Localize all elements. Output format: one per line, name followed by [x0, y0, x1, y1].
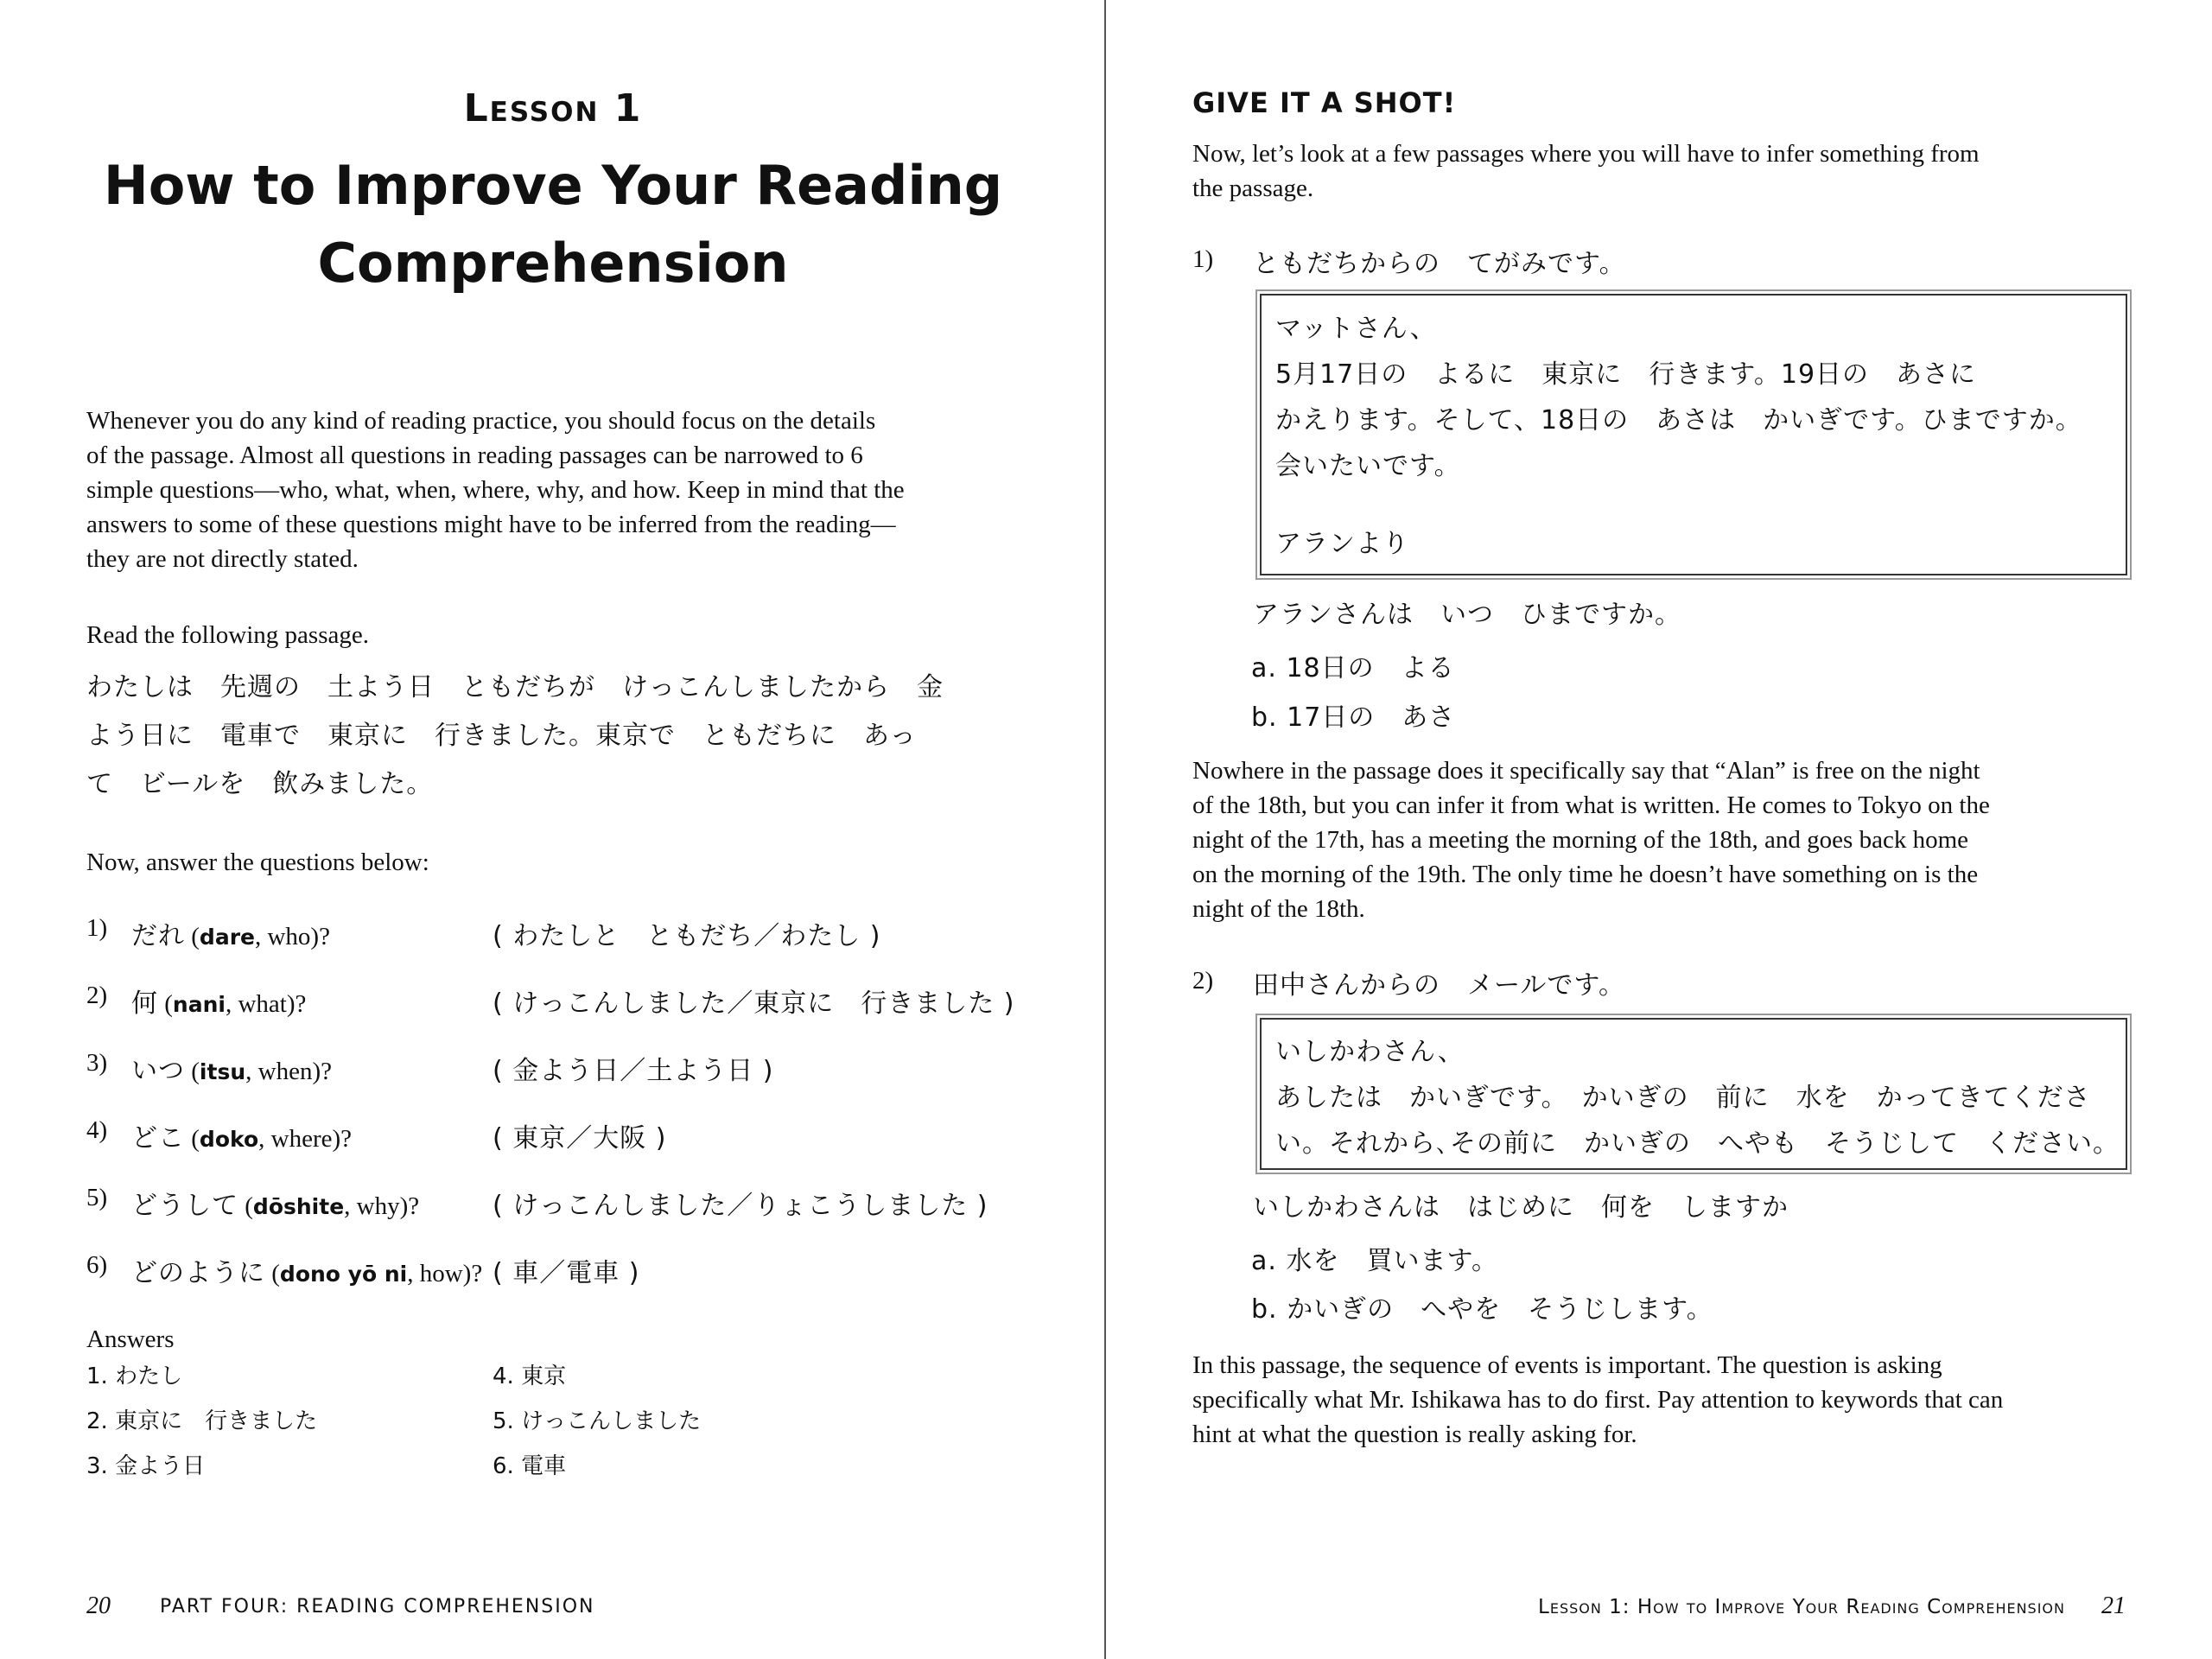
question-choices: ( けっこんしました／りょこうしました ): [493, 1191, 988, 1221]
intro-line: of the passage. Almost all questions in reading passages can be narrowed to 6: [86, 442, 863, 469]
question-choices: ( わたしと ともだち／わたし ): [493, 921, 881, 951]
question-romaji: itsu: [199, 1059, 246, 1084]
reading-passage: [86, 665, 944, 810]
intro-line: the passage.: [1192, 175, 1314, 202]
option-a: a. 水を 買います。: [1251, 1246, 1499, 1276]
question-title: 田中さんからの メールです。: [1253, 970, 1625, 1001]
question-romaji: dōshite: [252, 1194, 345, 1219]
explanation-line: of the 18th, but you can infer it from what is written. He comes to Tokyo on the: [1192, 791, 1990, 819]
explanation-line: night of the 18th.: [1192, 895, 1365, 923]
question-choices: ( 東京／大阪 ): [493, 1123, 667, 1154]
passage-line: よう日に 電車で 東京に 行きました。東京で ともだちに あっ: [86, 721, 917, 751]
question-number: 1): [86, 914, 108, 942]
question-number: 2): [1192, 967, 1214, 995]
passage-line: て ビールを 飲みました。: [86, 769, 434, 799]
question-en: , when)?: [245, 1058, 332, 1085]
question-jp: どのように: [131, 1258, 265, 1288]
section-heading: GIVE IT A SHOT!: [1192, 86, 1457, 119]
answers-column-1: [86, 1358, 317, 1493]
read-prompt: Read the following passage.: [86, 621, 369, 649]
intro-line: Now, let’s look at a few passages where you will have to infer something from: [1192, 140, 1980, 168]
question-romaji: doko: [199, 1127, 259, 1152]
intro-line: they are not directly stated.: [86, 545, 359, 573]
question-en: , where)?: [258, 1125, 352, 1153]
option-a: a. 18日の よる: [1251, 653, 1455, 683]
email-line: あしたは かいぎです。 かいぎの 前に 水を かってきてくださ: [1275, 1083, 2091, 1113]
passage-line: わたしは 先週の 土よう日 ともだちが けっこんしましたから 金: [86, 672, 944, 702]
answer-item: 4. 東京: [493, 1363, 567, 1389]
explanation-line: Nowhere in the passage does it specifically say that “Alan” is free on the night: [1192, 757, 1980, 785]
answers-heading: Answers: [86, 1325, 175, 1353]
question-romaji: nani: [172, 992, 226, 1017]
explanation-line: specifically what Mr. Ishikawa has to do first. Pay attention to keywords that can: [1192, 1386, 2004, 1414]
letter-line: かえります。そして、18日の あさは かいぎです。ひまですか。: [1275, 405, 2082, 435]
answer-item: 5. けっこんしました: [493, 1408, 702, 1434]
question-title: ともだちからの てがみです。: [1253, 249, 1626, 279]
question-en: , what)?: [225, 990, 307, 1018]
page-number-right: 21: [2101, 1592, 2126, 1619]
answer-item: 3. 金よう日: [86, 1453, 206, 1479]
email-line: いしかわさん、: [1275, 1037, 1465, 1067]
answer-item: 2. 東京に 行きました: [86, 1408, 318, 1434]
question-row: 1) だれ (dare, who)? ( わたしと ともだち／わたし ): [86, 914, 881, 951]
lesson-title-line2: Comprehension: [317, 232, 789, 295]
question-jp: どうして: [131, 1191, 238, 1221]
question-jp: いつ: [131, 1056, 185, 1086]
email-content: [1275, 1030, 2120, 1167]
running-footer-right: Lesson 1: How to Improve Your Reading Comprehension: [1538, 1596, 2065, 1618]
intro-line: simple questions—who, what, when, where, why, and how. Keep in mind that the: [86, 476, 905, 504]
question-romaji: dare: [199, 925, 255, 950]
answer-item: 1. わたし: [86, 1363, 183, 1389]
question-choices: ( 車／電車 ): [493, 1258, 640, 1288]
explanation-line: hint at what the question is really asking for.: [1192, 1421, 1637, 1448]
answers-column-2: [493, 1358, 701, 1493]
question-romaji: dono yō ni: [279, 1262, 408, 1287]
intro-line: Whenever you do any kind of reading practice, you should focus on the details: [86, 407, 876, 435]
question-choices: ( 金よう日／土よう日 ): [493, 1056, 774, 1086]
question-en: , why)?: [344, 1192, 420, 1220]
option-b: b. かいぎの へやを そうじします。: [1251, 1294, 1713, 1325]
letter-line: マットさん、: [1275, 314, 1437, 344]
page-number-left: 20: [86, 1592, 111, 1619]
question-en: , who)?: [254, 923, 330, 950]
answer-item: 6. 電車: [493, 1453, 567, 1479]
intro-line: answers to some of these questions might have to be inferred from the reading—: [86, 511, 896, 538]
question-row: 2) 何 (nani, what)? ( けっこんしました／東京に 行きました ): [86, 982, 1015, 1019]
question-number: 3): [86, 1049, 108, 1077]
explanation-line: In this passage, the sequence of events is important. The question is asking: [1192, 1351, 1942, 1379]
option-b: b. 17日の あさ: [1251, 702, 1456, 733]
question-jp: どこ: [131, 1123, 185, 1154]
question-text: アランさんは いつ ひまですか。: [1253, 600, 1681, 630]
question-number: 1): [1192, 245, 1214, 273]
lesson-title-line1: How to Improve Your Reading: [103, 154, 1003, 217]
section-intro: [1192, 137, 1980, 206]
question-row: 6) どのように (dono yō ni, how)? ( 車／電車 ): [86, 1251, 640, 1288]
right-page: [1106, 0, 2212, 1659]
letter-line: 5月17日の よるに 東京に 行きます。19日の あさに: [1275, 359, 1977, 390]
question-row: 3) いつ (itsu, when)? ( 金よう日／土よう日 ): [86, 1049, 774, 1086]
question-row: 5) どうして (dōshite, why)? ( けっこんしました／りょこうしました ): [86, 1184, 988, 1221]
question-number: 6): [86, 1251, 108, 1279]
letter-content: [1275, 307, 2082, 568]
intro-paragraph: [86, 404, 905, 576]
email-line: い。それから､その前に かいぎの へやも そうじして ください。: [1275, 1128, 2120, 1159]
question-number: 5): [86, 1184, 108, 1211]
answer-prompt: Now, answer the questions below:: [86, 849, 429, 876]
question-choices: ( けっこんしました／東京に 行きました ): [493, 988, 1015, 1019]
question-text: いしかわさんは はじめに 何を しますか: [1253, 1192, 1789, 1223]
explanation-2: [1192, 1348, 2003, 1452]
letter-sign-off: アランより: [1275, 529, 1409, 559]
lesson-label: Lesson 1: [463, 86, 643, 130]
explanation-1: [1192, 753, 1990, 926]
running-footer-left: PART FOUR: READING COMPREHENSION: [160, 1596, 595, 1618]
question-row: 4) どこ (doko, where)? ( 東京／大阪 ): [86, 1116, 667, 1154]
question-number: 4): [86, 1116, 108, 1144]
question-number: 2): [86, 982, 108, 1009]
question-list: [86, 914, 1037, 1319]
letter-line: 会いたいです。: [1275, 451, 1461, 481]
explanation-line: on the morning of the 19th. The only time he doesn’t have something on is the: [1192, 861, 1979, 888]
question-en: , how)?: [407, 1260, 483, 1287]
question-jp: だれ: [131, 921, 185, 951]
explanation-line: night of the 17th, has a meeting the morning of the 18th, and goes back home: [1192, 826, 1968, 854]
question-jp: 何: [131, 988, 158, 1019]
